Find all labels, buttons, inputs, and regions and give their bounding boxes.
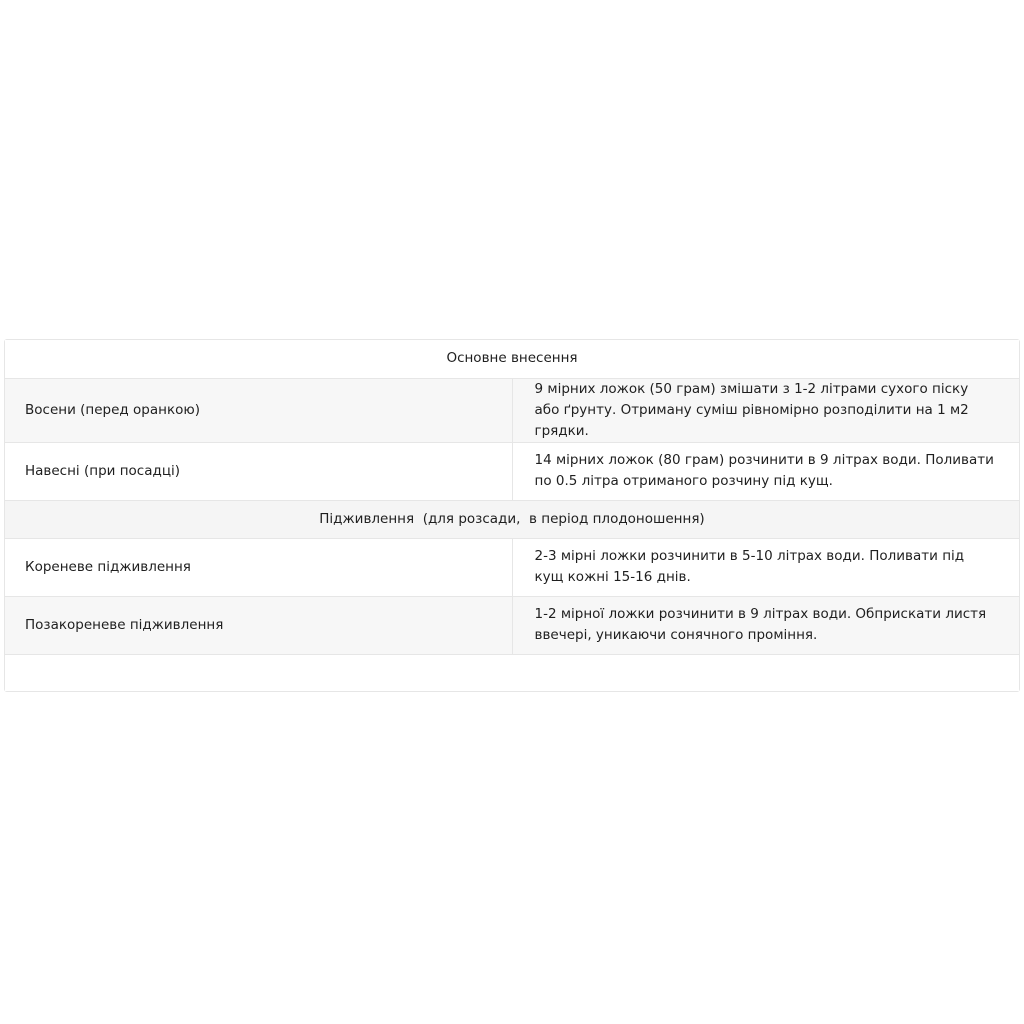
application-table bbox=[4, 339, 1020, 692]
row-value: 2-3 мірні ложки розчинити в 5-10 літрах води. Поливати під кущ кожні 15-16 днів. bbox=[512, 538, 1019, 596]
empty-cell bbox=[5, 654, 1019, 691]
table-row bbox=[5, 442, 1019, 500]
row-value: 9 мірних ложок (50 грам) змішати з 1-2 літрами сухого піску або ґрунту. Отриману суміш рівномірно розподілити на 1 м2 грядки. bbox=[512, 378, 1019, 442]
table-row bbox=[5, 378, 1019, 442]
row-label: Позакореневе підживлення bbox=[5, 596, 512, 654]
section-header-row bbox=[5, 500, 1019, 538]
row-value: 1-2 мірної ложки розчинити в 9 літрах води. Обприскати листя ввечері, уникаючи сонячного проміння. bbox=[512, 596, 1019, 654]
row-label: Кореневе підживлення bbox=[5, 538, 512, 596]
table-row bbox=[5, 596, 1019, 654]
section-title-basic: Основне внесення bbox=[5, 340, 1019, 378]
row-label: Навесні (при посадці) bbox=[5, 442, 512, 500]
section-title-feeding: Підживлення (для розсади, в період плодоношення) bbox=[5, 500, 1019, 538]
row-label: Восени (перед оранкою) bbox=[5, 378, 512, 442]
dosage-table bbox=[5, 340, 1019, 691]
table-row bbox=[5, 538, 1019, 596]
row-value: 14 мірних ложок (80 грам) розчинити в 9 літрах води. Поливати по 0.5 літра отриманого розчину під кущ. bbox=[512, 442, 1019, 500]
section-header-row bbox=[5, 340, 1019, 378]
empty-row bbox=[5, 654, 1019, 691]
